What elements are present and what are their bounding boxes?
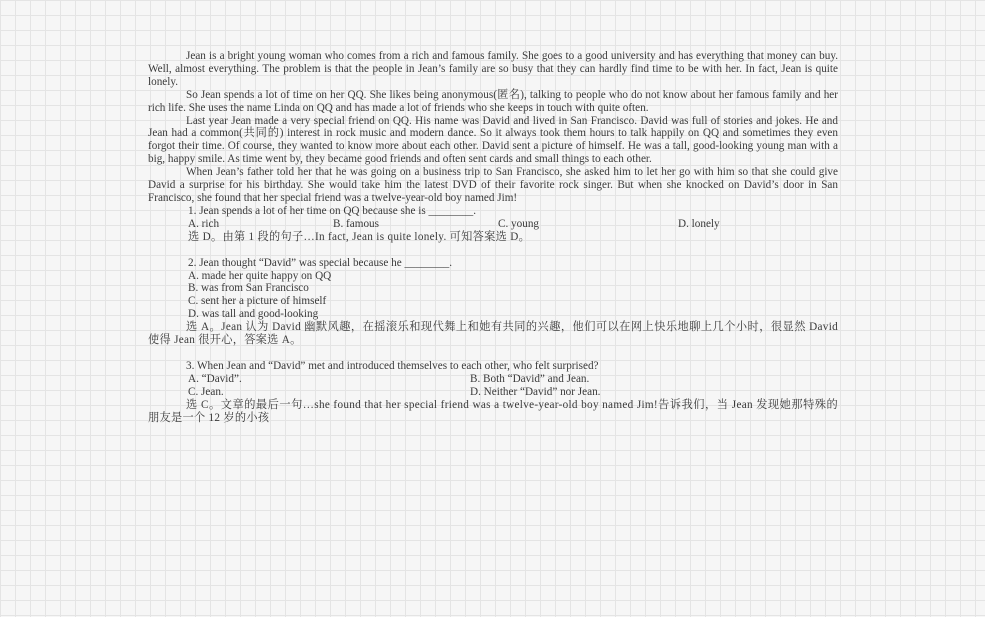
question-3-options-row-2: [148, 386, 838, 399]
question-2-option-d: D. was tall and good-looking: [188, 308, 319, 321]
question-2-answer: 选 A。Jean 认为 David 幽默风趣，在摇滚乐和现代舞上和她有共同的兴趣，他们可以在网上快乐地聊上几个小时，很显然 David 使得 Jean 很开心，答案选 A。: [148, 321, 838, 347]
question-1-answer: 选 D。由第 1 段的句子…In fact, Jean is quite lonely. 可知答案选 D。: [188, 230, 531, 243]
passage-paragraph-4: When Jean’s father told her that he was going on a business trip to San Francisco, she asked him to let her go with him so that she could give David a surprise for his birthday. She would take him the latest DVD of their favorite rock singer. But when she knocked on David’s door in San Francisco, she found that her special friend was a twelve-year-old boy named Jim!: [148, 166, 838, 204]
question-2-stem: 2. Jean thought “David” was special because he ________.: [188, 256, 453, 269]
question-3-stem: 3. When Jean and “David” met and introduced themselves to each other, who felt surprised?: [186, 359, 599, 372]
question-2-option-a: A. made her quite happy on QQ: [188, 269, 332, 282]
question-3-option-a: A. “David”.: [188, 372, 242, 385]
document-page: [148, 50, 838, 424]
passage-paragraph-1: Jean is a bright young woman who comes from a rich and famous family. She goes to a good university and has everything that money can buy. Well, almost everything. The problem is that the people in Jean’s family are so busy that they can hardly find time to be with her. In fact, Jean is quite lonely.: [148, 50, 838, 88]
question-3-options-row-1: [148, 373, 838, 386]
question-3-option-b: B. Both “David” and Jean.: [470, 372, 590, 385]
question-1-option-b: B. famous: [333, 217, 379, 230]
question-1-option-d: D. lonely: [678, 217, 720, 230]
question-1-option-c: C. young: [498, 217, 540, 230]
passage-paragraph-3: Last year Jean made a very special friend on QQ. His name was David and lived in San Francisco. David was full of stories and jokes. He and Jean had a common(共同的) interest in rock music and modern dance. So it always took them hours to talk happily on QQ and sometimes they even forgot their time. Of course, they wanted to know more about each other. David sent a picture of himself. He was a tall, good-looking young man with a big, happy smile. As time went by, they became good friends and often sent cards and small things to each other.: [148, 114, 838, 166]
question-1-stem: 1. Jean spends a lot of her time on QQ because she is ________.: [188, 204, 477, 217]
question-1-option-a: A. rich: [188, 217, 220, 230]
question-3-option-d: D. Neither “David” nor Jean.: [470, 385, 601, 398]
question-2-option-c: C. sent her a picture of himself: [188, 295, 327, 308]
question-3-option-c: C. Jean.: [188, 385, 224, 398]
question-3-answer: 选 C。文章的最后一句…she found that her special friend was a twelve-year-old boy named Jim!告诉我们，当 Jean 发现她那特殊的朋友是一个 12 岁的小孩: [148, 398, 838, 424]
question-1-options: [148, 218, 838, 231]
question-2-option-b: B. was from San Francisco: [188, 282, 309, 295]
passage-paragraph-2: So Jean spends a lot of time on her QQ. She likes being anonymous(匿名), talking to people who do not know about her famous family and her rich life. She uses the name Linda on QQ and has made a lot of friends who she keeps in touch with quite often.: [148, 88, 838, 114]
